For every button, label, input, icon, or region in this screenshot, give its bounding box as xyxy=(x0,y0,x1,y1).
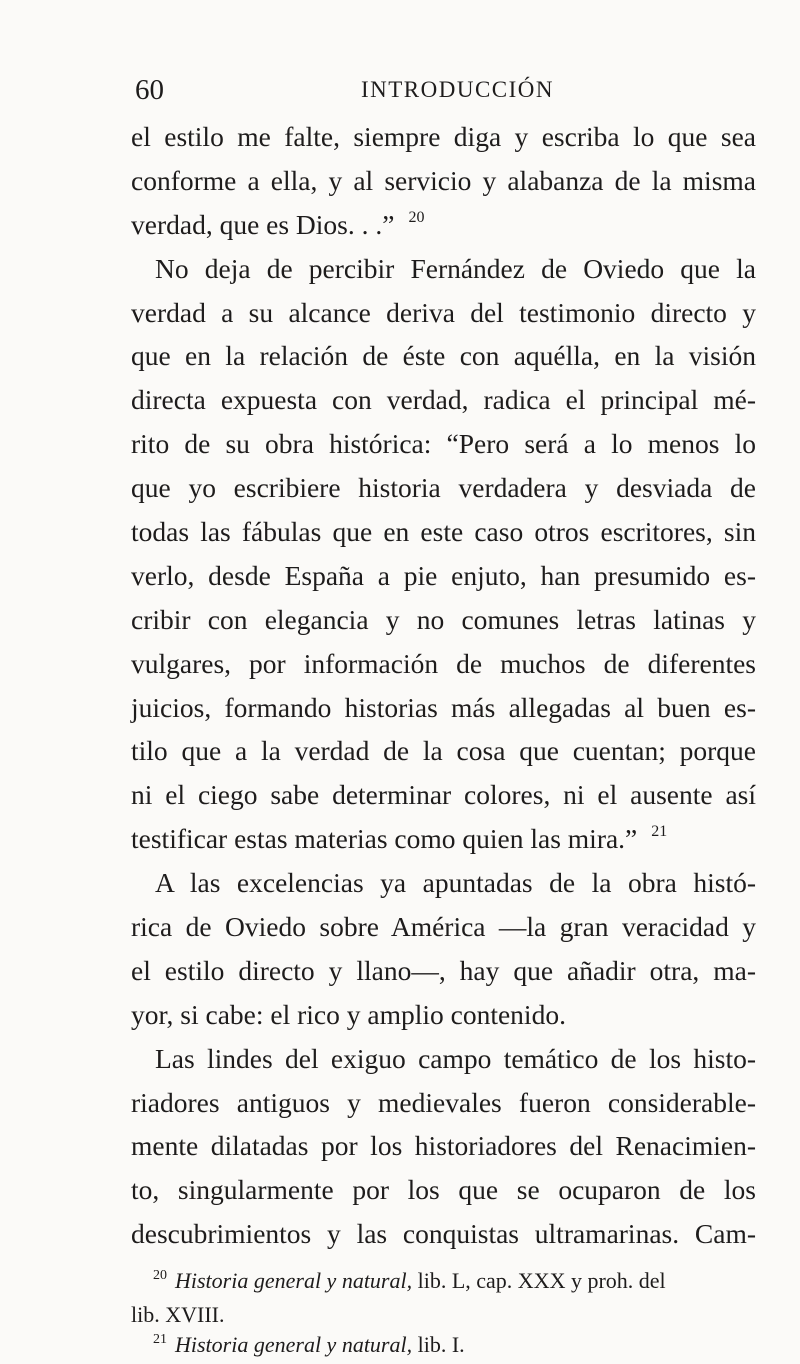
text-line: que en la relación de éste con aquélla, en la visión xyxy=(131,340,756,372)
text-line: ni el ciego sabe determinar colores, ni el ausente así xyxy=(131,779,756,811)
text-line: verlo, desde España a pie enjuto, han presumido es- xyxy=(131,559,756,591)
text-line: rica de Oviedo sobre América —la gran veracidad y xyxy=(131,911,756,943)
paragraph-start-line: No deja de percibir Fernández de Oviedo que la xyxy=(155,252,756,284)
text-line: directa expuesta con verdad, radica el principal mé- xyxy=(131,384,756,416)
text-line: todas las fábulas que en este caso otros escritores, sin xyxy=(131,516,756,548)
footnote-ref-21: 21 xyxy=(651,823,668,841)
footnote-21 xyxy=(131,1330,756,1364)
text-line: el estilo me falte, siempre diga y escriba lo que sea xyxy=(131,121,756,152)
page-number: 60 xyxy=(135,74,164,106)
footnote-ref-20: 20 xyxy=(408,208,425,226)
running-title: INTRODUCCIÓN xyxy=(360,77,555,102)
text-line: descubrimientos y las conquistas ultramarinas. Cam- xyxy=(131,1218,756,1250)
text-line: cribir con elegancia y no comunes letras latinas y xyxy=(131,603,756,635)
text-line: testificar estas materias como quien las mira.” $^{21}$ xyxy=(131,823,668,855)
text-line: conforme a ella, y al servicio y alabanza de la misma xyxy=(131,164,756,196)
text-line: to, singularmente por los que se ocuparon de los xyxy=(131,1174,756,1206)
paragraph-start-line: Las lindes del exiguo campo temático de los histo- xyxy=(155,1042,756,1074)
footnote-number: 20 xyxy=(153,1268,167,1284)
footnote-ref-text: lib. L, cap. XXX y proh. del xyxy=(417,1268,666,1294)
text-line: vulgares, por información de muchos de diferentes xyxy=(131,647,756,679)
text-line: rito de su obra histórica: “Pero será a lo menos lo xyxy=(131,428,756,460)
text-line: mente dilatadas por los historiadores del Renacimien- xyxy=(131,1130,756,1162)
footnotes xyxy=(131,1266,756,1364)
footnote-20 xyxy=(131,1266,756,1300)
footnote-ref-text: lib. I. xyxy=(417,1332,465,1358)
footnote-20-continued: lib. XVIII. xyxy=(131,1302,225,1328)
text-line: tilo que a la verdad de la cosa que cuentan; porque xyxy=(131,735,756,767)
text-line: el estilo directo y llano—, hay que añadir otra, ma- xyxy=(131,954,756,986)
text-line: verdad a su alcance deriva del testimonio directo y xyxy=(131,296,756,328)
text-line: verdad, que es Dios. . .” $^{20}$ xyxy=(131,208,425,240)
text-line: que yo escribiere historia verdadera y desviada de xyxy=(131,472,756,504)
text-line: riadores antiguos y medievales fueron considerable- xyxy=(131,1086,756,1118)
book-page xyxy=(131,70,756,1364)
body-text xyxy=(131,115,756,1256)
footnote-number: 21 xyxy=(153,1332,167,1348)
footnote-title: Historia general y natural, xyxy=(175,1332,413,1358)
running-head xyxy=(131,70,756,110)
text-line: yor, si cabe: el rico y amplio contenido. xyxy=(131,998,566,1030)
footnote-title: Historia general y natural, xyxy=(175,1268,413,1294)
text-line: juicios, formando historias más allegadas al buen es- xyxy=(131,691,756,723)
paragraph-start-line: A las excelencias ya apuntadas de la obra histó- xyxy=(155,867,756,899)
